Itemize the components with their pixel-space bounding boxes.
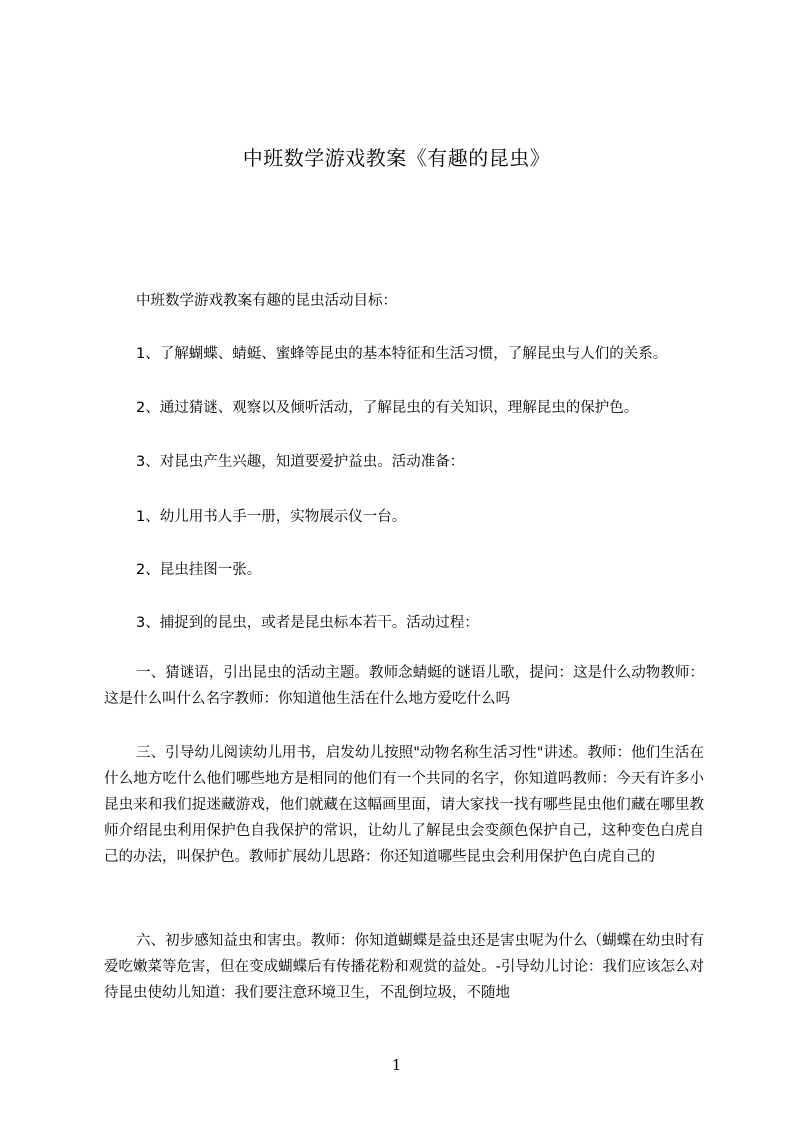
process-paragraph-1: 一、猜谜语，引出昆虫的活动主题。教师念蜻蜓的谜语儿歌，提问：这是什么动物教师：这是什么叫什么名字教师：你知道他生活在什么地方爱吃什么吗 xyxy=(104,665,704,707)
objective-2: 2、通过猜谜、观察以及倾听活动，了解昆虫的有关知识，理解昆虫的保护色。 xyxy=(136,400,639,416)
preparation-1: 1、幼儿用书人手一册，实物展示仪一台。 xyxy=(136,509,407,525)
objective-1: 1、了解蝴蝶、蜻蜓、蜜蜂等昆虫的基本特征和生活习惯，了解昆虫与人们的关系。 xyxy=(136,346,668,362)
preparation-3: 3、捕捉到的昆虫，或者是昆虫标本若干。活动过程： xyxy=(136,615,479,631)
process-paragraph-3: 六、初步感知益虫和害虫。教师：你知道蝴蝶是益虫还是害虫呢为什么（蝴蝶在幼虫时有爱吃嫩菜等危害，但在变成蝴蝶后有传播花粉和观赏的益处。-引导幼儿讨论：我们应该怎么对待昆虫使幼儿知道：我们要注意环境卫生，不乱倒垃圾，不随地 xyxy=(104,933,704,1001)
page-number: 1 xyxy=(391,1056,402,1074)
objectives-heading: 中班数学游戏教案有趣的昆虫活动目标： xyxy=(136,293,397,309)
document-title: 中班数学游戏教案《有趣的昆虫》 xyxy=(242,146,551,170)
process-paragraph-2: 三、引导幼儿阅读幼儿用书，启发幼儿按照"动物名称生活习性"讲述。教师：他们生活在什么地方吃什么他们哪些地方是相同的他们有一个共同的名字，你知道吗教师：今天有许多小昆虫来和我们捉迷藏游戏，他们就藏在这幅画里面，请大家找一找有哪些昆虫他们藏在哪里教师介绍昆虫利用保护色自我保护的常识，让幼儿了解昆虫会变颜色保护自己，这种变色白虎自己的办法，叫保护色。教师扩展幼儿思路：你还知道哪些昆虫会利用保护色白虎自己的 xyxy=(104,745,704,865)
objective-3: 3、对昆虫产生兴趣，知道要爱护益虫。活动准备： xyxy=(136,454,465,470)
preparation-2: 2、昆虫挂图一张。 xyxy=(136,562,262,578)
